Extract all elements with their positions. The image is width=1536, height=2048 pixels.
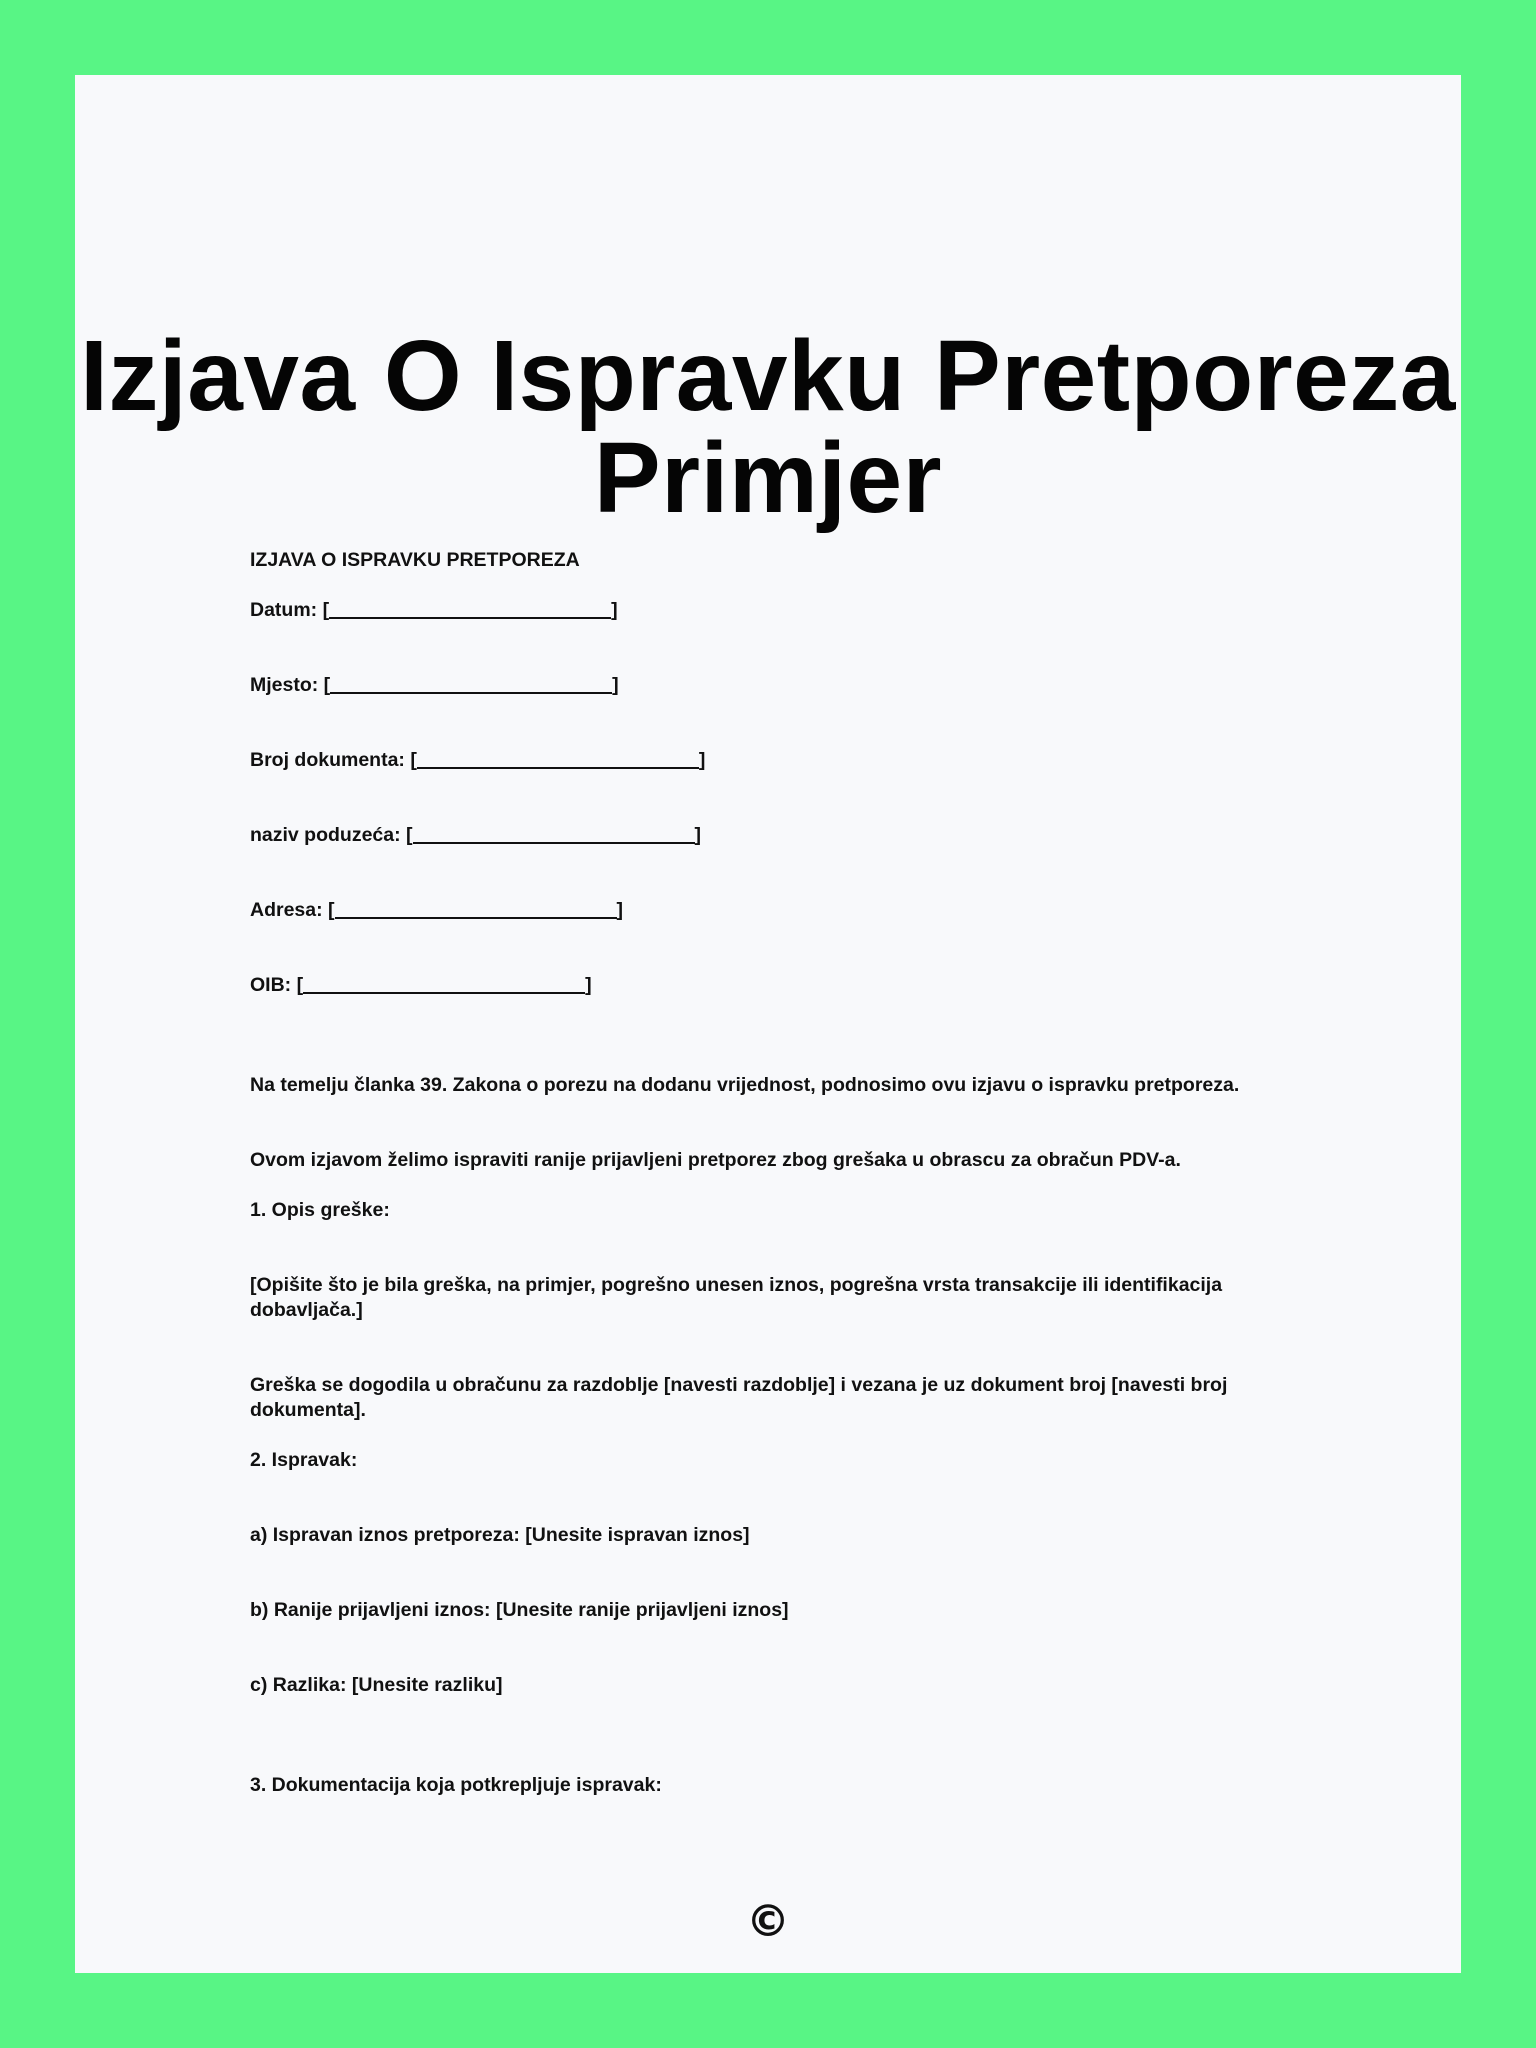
blank-line bbox=[330, 692, 612, 694]
field-adresa: Adresa: [ ] bbox=[250, 899, 624, 921]
field-label: Adresa: bbox=[250, 899, 323, 921]
correction-item-c: c) Razlika: [Unesite razliku] bbox=[250, 1674, 503, 1696]
blank-line bbox=[413, 842, 695, 844]
blank-line bbox=[417, 767, 699, 769]
section-heading-2: 2. Ispravak: bbox=[250, 1449, 358, 1471]
correction-item-a: a) Ispravan iznos pretporeza: [Unesite ispravan iznos] bbox=[250, 1524, 750, 1546]
field-naziv-poduzeca: naziv poduzeća: [ ] bbox=[250, 824, 702, 846]
copyright-icon: © bbox=[746, 1896, 790, 1947]
title-line-2: Primjer bbox=[593, 422, 943, 534]
field-label: Datum: bbox=[250, 599, 318, 621]
field-label: naziv poduzeća: bbox=[250, 824, 401, 846]
paragraph-legal-basis: Na temelju članka 39. Zakona o porezu na dodanu vrijednost, podnosimo ovu izjavu o ispravku pretporeza. bbox=[250, 1074, 1240, 1096]
field-datum: Datum: [ ] bbox=[250, 599, 618, 621]
field-broj-dokumenta: Broj dokumenta: [ ] bbox=[250, 749, 706, 771]
field-label: OIB: bbox=[250, 974, 292, 996]
field-label: Mjesto: bbox=[250, 674, 319, 696]
section-heading-1: 1. Opis greške: bbox=[250, 1199, 390, 1221]
section-heading-3: 3. Dokumentacija koja potkrepljuje ispravak: bbox=[250, 1774, 662, 1796]
paragraph-error-description: [Opišite što je bila greška, na primjer, pogrešno unesen iznos, pogrešna vrsta transakcije ili identifikacija dobavljača.] bbox=[250, 1274, 1223, 1321]
correction-item-b: b) Ranije prijavljeni iznos: [Unesite ranije prijavljeni iznos] bbox=[250, 1599, 789, 1621]
document-page bbox=[75, 75, 1461, 1973]
field-label: Broj dokumenta: bbox=[250, 749, 405, 771]
paragraph-purpose: Ovom izjavom želimo ispraviti ranije prijavljeni pretporez zbog grešaka u obrascu za obračun PDV-a. bbox=[250, 1149, 1181, 1171]
field-oib: OIB: [ ] bbox=[250, 974, 592, 996]
page-title bbox=[75, 320, 1461, 534]
title-line-1: Izjava O Ispravku Pretporeza bbox=[80, 320, 1456, 432]
blank-line bbox=[303, 992, 585, 994]
blank-line bbox=[335, 917, 617, 919]
paragraph-error-period: Greška se dogodila u obračunu za razdoblje [navesti razdoblje] i vezana je uz dokument broj [navesti broj dokumenta]. bbox=[250, 1374, 1228, 1421]
blank-line bbox=[329, 617, 611, 619]
field-mjesto: Mjesto: [ ] bbox=[250, 674, 619, 696]
document-heading: IZJAVA O ISPRAVKU PRETPOREZA bbox=[250, 549, 580, 571]
